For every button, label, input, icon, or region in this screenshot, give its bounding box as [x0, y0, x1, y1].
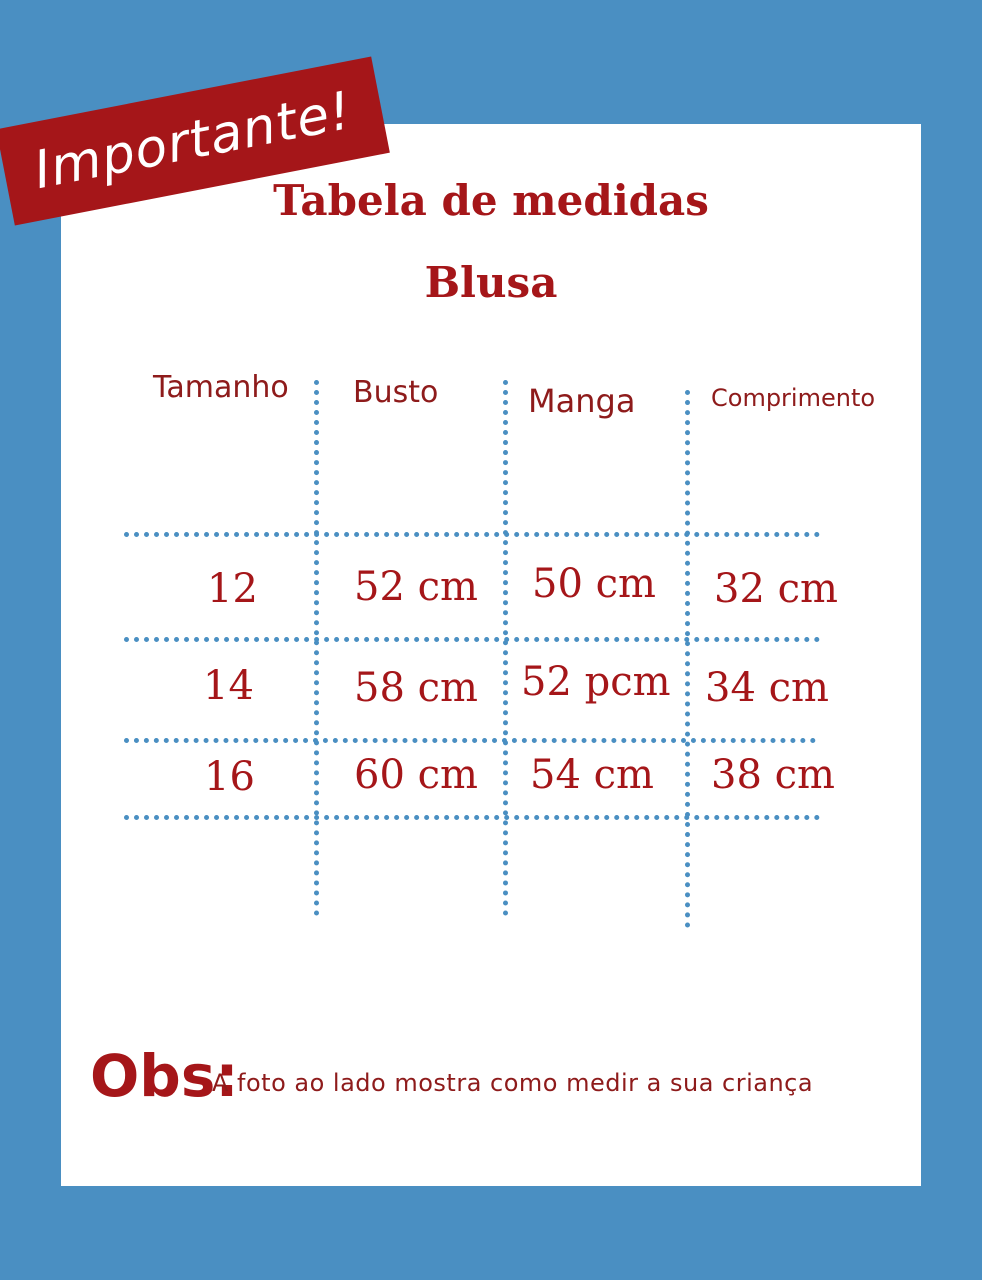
grid-hline-2	[124, 637, 820, 642]
header-tamanho: Tamanho	[153, 370, 289, 405]
table-cell: 50 cm	[532, 561, 656, 607]
table-cell: 52 pcm	[521, 659, 671, 705]
table-cell: 38 cm	[711, 752, 835, 798]
important-banner-text: Importante!	[29, 80, 357, 202]
table-cell: 54 cm	[530, 752, 654, 798]
grid-hline-4	[124, 815, 820, 820]
table-cell: 12	[207, 566, 258, 612]
table-cell: 34 cm	[705, 665, 829, 711]
grid-hline-1	[124, 532, 820, 537]
header-comprimento: Comprimento	[711, 384, 876, 412]
grid-vline-3	[685, 390, 690, 928]
table-cell: 14	[203, 663, 254, 709]
note-label: Obs:	[90, 1042, 239, 1110]
grid-vline-2	[503, 380, 508, 916]
table-cell: 32 cm	[714, 566, 838, 612]
header-manga: Manga	[528, 382, 636, 420]
table-cell: 52 cm	[354, 564, 478, 610]
header-busto: Busto	[353, 375, 439, 410]
table-cell: 60 cm	[354, 752, 478, 798]
grid-vline-1	[314, 380, 319, 916]
note-text: A foto ao lado mostra como medir a sua criança	[212, 1069, 814, 1097]
page-title: Tabela de medidas	[273, 176, 709, 225]
table-cell: 16	[204, 754, 255, 800]
grid-hline-3	[124, 738, 816, 743]
table-cell: 58 cm	[354, 665, 478, 711]
page-subtitle: Blusa	[424, 258, 558, 307]
